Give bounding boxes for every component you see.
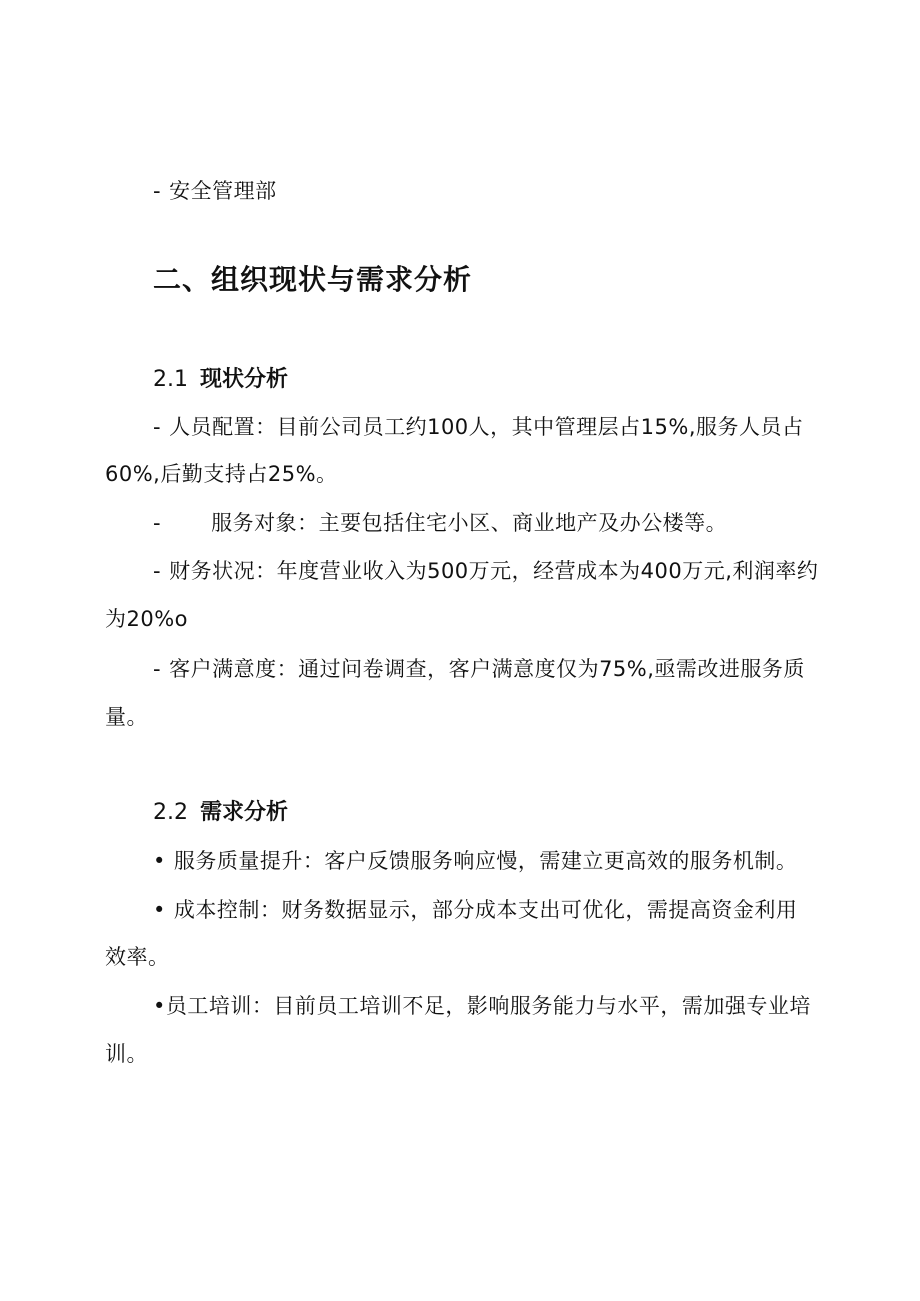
list-item-continuation: 量。 xyxy=(105,705,148,729)
list-item-continuation: 效率。 xyxy=(105,945,170,969)
list-item xyxy=(153,556,818,586)
bullet-marker: • xyxy=(153,994,166,1018)
list-item xyxy=(153,412,804,442)
bullet-marker: • xyxy=(153,849,166,873)
section-title: 二、组织现状与需求分析 xyxy=(153,263,473,296)
list-item xyxy=(153,176,277,206)
bullet-marker: • xyxy=(153,898,166,922)
list-item-continuation: 为20%o xyxy=(105,607,189,631)
list-item-text: 安全管理部 xyxy=(169,179,277,203)
list-item xyxy=(153,991,811,1021)
list-item-text: 成本控制：财务数据显示，部分成本支出可优化，需提高资金利用 xyxy=(173,898,798,922)
list-item-text: 员工培训：目前员工培训不足，影响服务能力与水平，需加强专业培 xyxy=(165,994,811,1018)
list-item-text: 服务对象：主要包括住宅小区、商业地产及办公楼等。 xyxy=(211,511,728,535)
list-item-continuation: 60%,后勤支持占25%。 xyxy=(105,462,338,486)
subsection-title xyxy=(153,364,288,396)
subsection-label: 需求分析 xyxy=(200,800,289,825)
list-item xyxy=(153,895,797,925)
dash-marker: - xyxy=(153,657,162,681)
subsection-label: 现状分析 xyxy=(200,367,289,392)
list-item xyxy=(153,508,727,538)
dash-marker: - xyxy=(153,559,162,583)
subsection-number: 2.1 xyxy=(153,367,188,392)
list-item-text: 客户满意度：通过问卷调查，客户满意度仅为75%,亟需改进服务质 xyxy=(169,657,805,681)
subsection-number: 2.2 xyxy=(153,800,188,825)
subsection-title xyxy=(153,797,288,829)
list-item xyxy=(153,654,805,684)
list-item xyxy=(153,846,797,876)
list-item-continuation: 训。 xyxy=(105,1042,148,1066)
list-item-text: 服务质量提升：客户反馈服务响应慢，需建立更高效的服务机制。 xyxy=(173,849,798,873)
dash-marker: - xyxy=(153,511,162,535)
list-item-text: 人员配置：目前公司员工约100人，其中管理层占15%,服务人员占 xyxy=(169,415,804,439)
dash-marker: - xyxy=(153,179,162,203)
list-item-text: 财务状况：年度营业收入为500万元，经营成本为400万元,利润率约 xyxy=(169,559,819,583)
dash-marker: - xyxy=(153,415,162,439)
